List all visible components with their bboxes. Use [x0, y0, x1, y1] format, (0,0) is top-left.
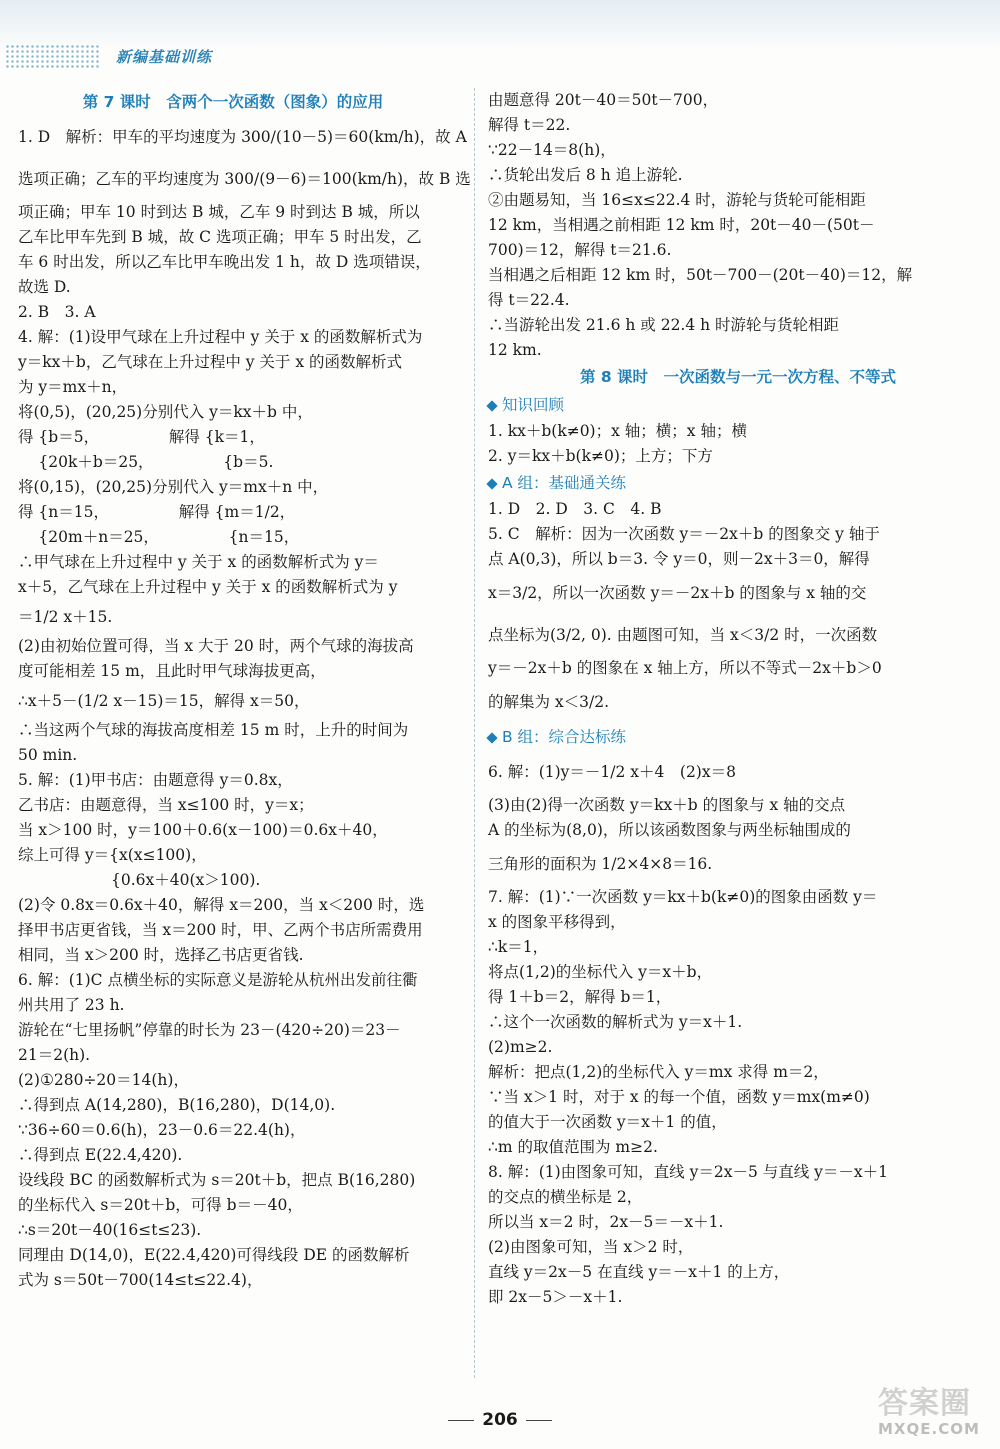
- text-line: [18, 843, 448, 868]
- line-text: ∵36÷60＝0.6(h)，23－0.6＝22.4(h)，: [18, 1121, 306, 1139]
- text-line: [488, 818, 988, 843]
- text-line: [18, 1143, 448, 1168]
- text-line: [18, 1018, 448, 1043]
- text-line: [488, 1160, 988, 1185]
- line-text: 2. B 3. A: [18, 303, 96, 321]
- text-line: [488, 419, 988, 444]
- line-text: ②由题易知，当 16≤x≤22.4 时，游轮与货轮可能相距: [488, 191, 866, 209]
- line-text: 综上可得 y＝{x(x≤100)，: [18, 846, 207, 864]
- line-text: 知识回顾: [502, 396, 565, 414]
- line-text: 得 {b＝5， 解得 {k＝1，: [18, 428, 265, 446]
- line-text: 6. 解：(1)y＝－1/2 x＋4 (2)x＝8: [488, 763, 736, 781]
- text-line: [18, 893, 448, 918]
- text-line: [18, 475, 448, 500]
- page-footer: [0, 1410, 1000, 1430]
- text-line: [18, 1068, 448, 1093]
- line-text: 车 6 时出发，所以乙车比甲车晚出发 1 h，故 D 选项错误，: [18, 253, 431, 271]
- line-text: 12 km，当相遇之前相距 12 km 时，20t－40－(50t－: [488, 216, 875, 234]
- line-text: 第 7 课时 含两个一次函数（图象）的应用: [82, 93, 384, 111]
- line-text: 将点(1,2)的坐标代入 y＝x＋b，: [488, 963, 713, 981]
- text-line: [18, 500, 448, 525]
- line-text: 所以当 x＝2 时，2x－5＝－x＋1.: [488, 1213, 724, 1231]
- line-text: 点 A(0,3)，所以 b＝3. 令 y＝0，则－2x＋3＝0，解得: [488, 550, 870, 568]
- text-line: [488, 547, 988, 572]
- line-text: 设线段 BC 的函数解析式为 s＝20t＋b，把点 B(16,280): [18, 1171, 416, 1189]
- line-text: 由题意得 20t－40＝50t－700，: [488, 91, 719, 109]
- text-line: [488, 1035, 988, 1060]
- text-line: [18, 425, 448, 450]
- line-text: 7. 解：(1)∵一次函数 y＝kx＋b(k≠0)的图象由函数 y＝: [488, 888, 878, 906]
- text-line: [488, 885, 988, 910]
- line-text: 得 {n＝15， 解得 {m＝1/2，: [18, 503, 296, 521]
- text-line: [488, 522, 988, 547]
- line-text: 4. 解：(1)设甲气球在上升过程中 y 关于 x 的函数解析式为: [18, 328, 423, 346]
- line-text: 2. y＝kx＋b(k≠0)；上方；下方: [488, 447, 713, 465]
- line-text: ∴当这两个气球的海拔高度相差 15 m 时，上升的时间为: [18, 721, 409, 739]
- text-line: [488, 572, 988, 614]
- line-text: 选项正确；乙车的平均速度为 300/(9－6)＝100(km/h)，故 B 选: [18, 170, 471, 188]
- line-text: 解得 t＝22.: [488, 116, 571, 134]
- line-text: ∴当游轮出发 21.6 h 或 22.4 h 时游轮与货轮相距: [488, 316, 840, 334]
- text-line: [18, 1268, 448, 1293]
- text-line: [18, 659, 448, 684]
- line-text: 700)＝12，解得 t＝21.6.: [488, 241, 672, 259]
- text-line: [18, 1093, 448, 1118]
- text-line: [18, 1118, 448, 1143]
- text-line: [488, 614, 988, 656]
- text-line: [488, 1060, 988, 1085]
- line-text: {20m＋n＝25， {n＝15，: [18, 528, 300, 546]
- text-line: [488, 113, 988, 138]
- line-text: 度可能相差 15 m，且此时甲气球海拔更高，: [18, 662, 326, 680]
- line-text: 直线 y＝2x－5 在直线 y＝－x＋1 的上方，: [488, 1263, 790, 1281]
- text-line: [488, 338, 988, 363]
- line-text: ∴货轮出发后 8 h 追上游轮.: [488, 166, 683, 184]
- line-text: {20k＋b＝25， {b＝5.: [18, 453, 274, 471]
- line-text: 即 2x－5＞－x＋1.: [488, 1288, 623, 1306]
- text-line: [18, 718, 448, 743]
- header-dot-pattern: [5, 44, 100, 68]
- column-divider: [474, 88, 475, 1378]
- line-text: 第 8 课时 一次函数与一元一次方程、不等式: [579, 368, 897, 386]
- line-text: ∵当 x＞1 时，对于 x 的每一个值，函数 y＝mx(m≠0): [488, 1088, 870, 1106]
- line-text: 当相遇之后相距 12 km 时，50t－700－(20t－40)＝12，解: [488, 266, 913, 284]
- line-text: {0.6x＋40(x＞100).: [18, 871, 261, 889]
- watermark-title: 答案圈: [878, 1386, 971, 1421]
- line-text: x＝3/2，所以一次函数 y＝－2x＋b 的图象与 x 轴的交: [488, 584, 867, 602]
- section-heading: [488, 723, 988, 751]
- text-line: [18, 450, 448, 475]
- text-line: [488, 313, 988, 338]
- line-text: 50 min.: [18, 746, 78, 764]
- text-line: [18, 634, 448, 659]
- line-text: 式为 s＝50t－700(14≤t≤22.4)，: [18, 1271, 263, 1289]
- line-text: x＋5，乙气球在上升过程中 y 关于 x 的函数解析式为 y: [18, 578, 398, 596]
- diamond-icon: [486, 478, 497, 489]
- text-line: [488, 288, 988, 313]
- line-text: ∴得到点 A(14,280)，B(16,280)，D(14,0).: [18, 1096, 336, 1114]
- text-line: [18, 943, 448, 968]
- line-text: (2)m≥2.: [488, 1038, 553, 1056]
- text-line: [18, 1193, 448, 1218]
- line-text: 故选 D.: [18, 278, 71, 296]
- line-text: 乙车比甲车先到 B 城，故 C 选项正确；甲车 5 时出发，乙: [18, 228, 422, 246]
- line-text: ∵22－14＝8(h)，: [488, 141, 616, 159]
- text-line: [488, 1185, 988, 1210]
- text-line: [18, 1168, 448, 1193]
- text-line: [488, 138, 988, 163]
- line-text: 同理由 D(14,0)，E(22.4,420)可得线段 DE 的函数解析: [18, 1246, 410, 1264]
- line-text: 的解集为 x＜3/2.: [488, 693, 610, 711]
- text-line: [18, 993, 448, 1018]
- line-text: ∴甲气球在上升过程中 y 关于 x 的函数解析式为 y＝: [18, 553, 379, 571]
- line-text: y＝－2x＋b 的图象在 x 轴上方，所以不等式－2x＋b＞0: [488, 659, 882, 677]
- text-line: [488, 1110, 988, 1135]
- text-line: [488, 656, 988, 681]
- left-column: [18, 88, 471, 1293]
- text-line: [18, 968, 448, 993]
- section-heading: [488, 391, 988, 419]
- line-text: 8. 解：(1)由图象可知，直线 y＝2x－5 与直线 y＝－x＋1: [488, 1163, 889, 1181]
- text-line: [18, 200, 448, 225]
- diamond-icon: [486, 400, 497, 411]
- line-text: 6. 解：(1)C 点横坐标的实际意义是游轮从杭州出发前往衢: [18, 971, 418, 989]
- text-line: [18, 525, 448, 550]
- text-line: [488, 497, 988, 522]
- text-line: [18, 768, 448, 793]
- line-text: 1. kx＋b(k≠0)；x 轴；横；x 轴；横: [488, 422, 747, 440]
- page-number: 206: [482, 1410, 518, 1430]
- line-text: ∴这个一次函数的解析式为 y＝x＋1.: [488, 1013, 743, 1031]
- line-text: 项正确；甲车 10 时到达 B 城，乙车 9 时到达 B 城，所以: [18, 203, 420, 221]
- line-text: B 组：综合达标练: [502, 728, 627, 746]
- line-text: 三角形的面积为 1/2×4×8＝16.: [488, 855, 713, 873]
- text-line: [488, 751, 988, 793]
- line-text: 得 1＋b＝2，解得 b＝1，: [488, 988, 672, 1006]
- line-text: 12 km.: [488, 341, 542, 359]
- lesson-heading: [18, 88, 448, 116]
- text-line: [18, 918, 448, 943]
- text-line: [18, 300, 448, 325]
- text-line: [488, 960, 988, 985]
- line-text: ＝1/2 x＋15.: [18, 608, 113, 626]
- line-text: y＝kx＋b，乙气球在上升过程中 y 关于 x 的函数解析式: [18, 353, 403, 371]
- line-text: ∴s＝20t－40(16≤t≤23).: [18, 1221, 202, 1239]
- text-line: [488, 1010, 988, 1035]
- line-text: 的坐标代入 s＝20t＋b，可得 b＝－40，: [18, 1196, 303, 1214]
- line-text: 点坐标为(3/2, 0). 由题图可知，当 x＜3/2 时，一次函数: [488, 626, 878, 644]
- series-title: 新编基础训练: [116, 48, 213, 66]
- text-line: [18, 1218, 448, 1243]
- text-line: [488, 793, 988, 818]
- line-text: ∴x＋5－(1/2 x－15)＝15，解得 x＝50，: [18, 692, 310, 710]
- text-line: [18, 116, 467, 158]
- text-line: [488, 935, 988, 960]
- line-text: (2)由图象可知，当 x＞2 时，: [488, 1238, 694, 1256]
- text-line: [488, 213, 988, 238]
- text-line: [488, 985, 988, 1010]
- text-line: [18, 1243, 448, 1268]
- text-line: [18, 684, 448, 718]
- text-line: [18, 225, 448, 250]
- line-text: 的交点的横坐标是 2，: [488, 1188, 643, 1206]
- text-line: [488, 843, 988, 885]
- line-text: 21＝2(h).: [18, 1046, 91, 1064]
- text-line: [488, 188, 988, 213]
- text-line: [18, 818, 448, 843]
- text-line: [18, 325, 448, 350]
- line-text: 当 x＞100 时，y＝100＋0.6(x－100)＝0.6x＋40，: [18, 821, 388, 839]
- text-line: [488, 1085, 988, 1110]
- text-line: [488, 263, 988, 288]
- line-text: 择甲书店更省钱，当 x＝200 时，甲、乙两个书店所需费用: [18, 921, 423, 939]
- text-line: [488, 444, 988, 469]
- watermark-logo: [878, 1388, 996, 1446]
- diamond-icon: [486, 732, 497, 743]
- watermark-url: MXQE.COM: [878, 1420, 980, 1438]
- line-text: A 组：基础通关练: [502, 474, 627, 492]
- text-line: [488, 1260, 988, 1285]
- text-line: [18, 600, 448, 634]
- line-text: 1. D 2. D 3. C 4. B: [488, 500, 662, 518]
- text-line: [488, 88, 988, 113]
- text-line: [18, 250, 448, 275]
- text-line: [488, 1135, 988, 1160]
- line-text: ∴得到点 E(22.4,420).: [18, 1146, 183, 1164]
- line-text: 的值大于一次函数 y＝x＋1 的值，: [488, 1113, 727, 1131]
- line-text: ∴k＝1，: [488, 938, 549, 956]
- line-text: A 的坐标为(8,0)，所以该函数图象与两坐标轴围成的: [488, 821, 851, 839]
- line-text: 州共用了 23 h.: [18, 996, 125, 1014]
- text-line: [18, 375, 448, 400]
- text-line: [488, 681, 988, 723]
- line-text: 5. C 解析：因为一次函数 y＝－2x＋b 的图象交 y 轴于: [488, 525, 880, 543]
- line-text: 将(0,15)，(20,25)分别代入 y＝mx＋n 中，: [18, 478, 329, 496]
- line-text: (2)①280÷20＝14(h)，: [18, 1071, 189, 1089]
- line-text: x 的图象平移得到，: [488, 913, 626, 931]
- line-text: (2)令 0.8x＝0.6x＋40，解得 x＝200，当 x＜200 时，选: [18, 896, 425, 914]
- text-line: [18, 275, 448, 300]
- text-line: [18, 793, 448, 818]
- text-line: [18, 868, 448, 893]
- header-band: [0, 0, 1000, 66]
- line-text: 5. 解：(1)甲书店：由题意得 y＝0.8x，: [18, 771, 293, 789]
- text-line: [18, 550, 448, 575]
- lesson-heading: [488, 363, 988, 391]
- line-text: (2)由初始位置可得，当 x 大于 20 时，两个气球的海拔高: [18, 637, 414, 655]
- text-line: [18, 1043, 448, 1068]
- right-column: [488, 88, 988, 1310]
- text-line: [18, 743, 448, 768]
- line-text: 将(0,5)，(20,25)分别代入 y＝kx＋b 中，: [18, 403, 313, 421]
- text-line: [18, 350, 448, 375]
- line-text: 解析：把点(1,2)的坐标代入 y＝mx 求得 m＝2，: [488, 1063, 829, 1081]
- text-line: [488, 1235, 988, 1260]
- footer-dash-left: [448, 1420, 474, 1421]
- line-text: (3)由(2)得一次函数 y＝kx＋b 的图象与 x 轴的交点: [488, 796, 846, 814]
- text-line: [18, 575, 448, 600]
- text-line: [18, 400, 448, 425]
- line-text: 游轮在“七里扬帆”停靠的时长为 23－(420÷20)＝23－: [18, 1021, 401, 1039]
- line-text: 为 y＝mx＋n，: [18, 378, 128, 396]
- line-text: 1. D 解析：甲车的平均速度为 300/(10－5)＝60(km/h)，故 A: [18, 128, 467, 146]
- text-line: [18, 158, 471, 200]
- section-heading: [488, 469, 988, 497]
- footer-dash-right: [526, 1420, 552, 1421]
- line-text: ∴m 的取值范围为 m≥2.: [488, 1138, 658, 1156]
- line-text: 得 t＝22.4.: [488, 291, 570, 309]
- text-line: [488, 1210, 988, 1235]
- line-text: 相同，当 x＞200 时，选择乙书店更省钱.: [18, 946, 304, 964]
- text-line: [488, 910, 988, 935]
- line-text: 乙书店：由题意得，当 x≤100 时，y＝x；: [18, 796, 314, 814]
- text-line: [488, 163, 988, 188]
- text-line: [488, 238, 988, 263]
- text-line: [488, 1285, 988, 1310]
